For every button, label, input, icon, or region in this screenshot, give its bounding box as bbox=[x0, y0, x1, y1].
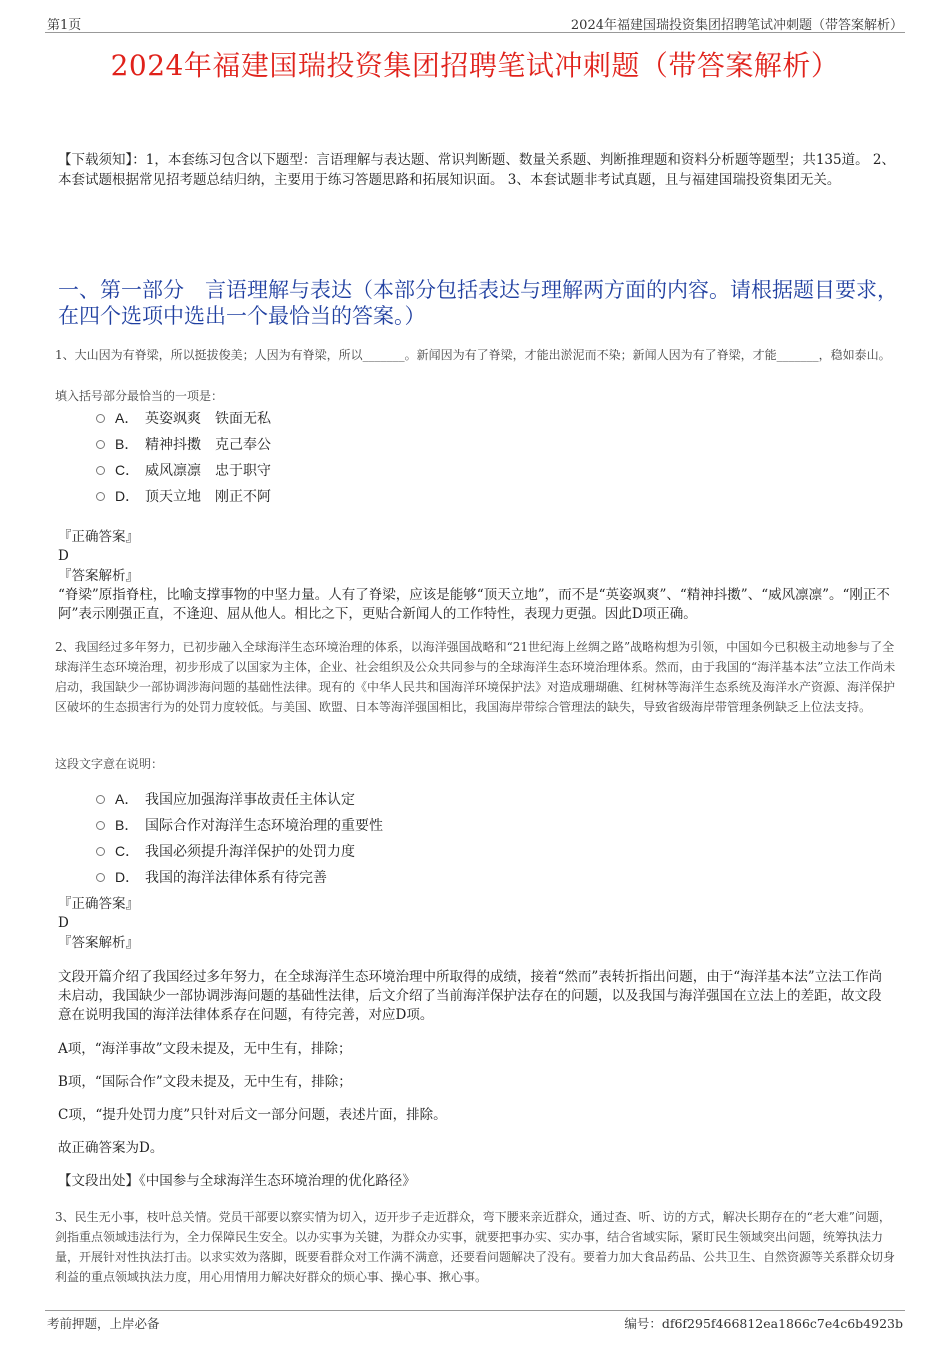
download-notice: 【下载须知】：1，本套练习包含以下题型：言语理解与表达题、常识判断题、数量关系题、判断推理题和资料分析题等题型；共135道。 2、本套试题根据常见招考题总结归纳，主要用于练习答题思路和拓展知识面。 3、本套试题非考试真题，且与福建国瑞投资集团无关。 bbox=[58, 152, 895, 188]
page-number: 第1页 bbox=[47, 18, 82, 33]
section-heading: 一、第一部分 言语理解与表达（本部分包括表达与理解两方面的内容。请根据题目要求，在四个选项中选出一个最恰当的答案。） bbox=[58, 278, 898, 328]
radio-icon[interactable] bbox=[96, 466, 105, 475]
q1-answer-label: 『正确答案』 bbox=[58, 529, 139, 545]
footer-document-id: 编号：df6f295f466812ea1866c7e4c6b4923b bbox=[624, 1316, 903, 1331]
q2-option-d[interactable]: D． 我国的海洋法律体系有待完善 bbox=[96, 866, 327, 888]
header-divider bbox=[45, 32, 905, 33]
footer-divider bbox=[45, 1310, 905, 1311]
q2-analysis-option-b: B项，“国际合作”文段未提及，无中生有，排除； bbox=[58, 1074, 352, 1090]
radio-icon[interactable] bbox=[96, 492, 105, 501]
radio-icon[interactable] bbox=[96, 795, 105, 804]
q1-analysis-label: 『答案解析』 bbox=[58, 568, 139, 584]
header-doc-title: 2024年福建国瑞投资集团招聘笔试冲刺题（带答案解析） bbox=[570, 18, 903, 33]
q1-option-c[interactable]: C． 威风凛凛 忠于职守 bbox=[96, 459, 271, 481]
footer-slogan: 考前押题，上岸必备 bbox=[47, 1316, 160, 1331]
q2-option-c[interactable]: C． 我国必须提升海洋保护的处罚力度 bbox=[96, 840, 355, 862]
question-3-text: 3、民生无小事，枝叶总关情。党员干部要以察实情为切入，迈开步子走近群众，弯下腰来亲近群众，通过查、听、访的方式，解决长期存在的“老大难”问题，剑指重点领域违法行为，全力保障民生安全。以办实事为关键，为群众办实事，就要把事办实、实办事，结合省域实际，紧盯民生领域突出问题，统筹执法力量，开展针对性执法打击。以求实效为落脚，既要看群众对工作满不满意，还要看问题解决了没有。要着力加大食品药品、公共卫生、自然资源等关系群众切身利益的重点领域执法力度，用心用情用力解决好群众的烦心事、操心事、揪心事。 bbox=[55, 1210, 896, 1284]
q2-source: 【文段出处】《中国参与全球海洋生态环境治理的优化路径》 bbox=[58, 1173, 416, 1189]
q2-analysis-option-c: C项，“提升处罚力度”只针对后文一部分问题，表述片面，排除。 bbox=[58, 1107, 447, 1123]
q2-analysis-conclusion: 故正确答案为D。 bbox=[58, 1140, 164, 1156]
radio-icon[interactable] bbox=[96, 847, 105, 856]
q1-option-a[interactable]: A． 英姿飒爽 铁面无私 bbox=[96, 407, 271, 429]
q2-option-a[interactable]: A． 我国应加强海洋事故责任主体认定 bbox=[96, 788, 355, 810]
question-1-text: 1、大山因为有脊梁，所以挺拔俊美；人因为有脊梁，所以_______。新闻因为有了脊梁，才能出淤泥而不染；新闻人因为有了脊梁，才能_______，稳如泰山。 bbox=[55, 348, 891, 362]
q2-analysis-option-a: A项，“海洋事故”文段未提及，无中生有，排除； bbox=[58, 1041, 352, 1057]
radio-icon[interactable] bbox=[96, 440, 105, 449]
q1-answer: D bbox=[58, 548, 69, 564]
document-title: 2024年福建国瑞投资集团招聘笔试冲刺题（带答案解析） bbox=[110, 49, 840, 82]
question-2-prompt: 这段文字意在说明： bbox=[55, 757, 164, 771]
radio-icon[interactable] bbox=[96, 414, 105, 423]
q2-answer: D bbox=[58, 915, 69, 931]
q1-analysis: “脊梁”原指脊柱，比喻支撑事物的中坚力量。人有了脊梁，应该是能够“顶天立地”，而不是“英姿飒爽”、“精神抖擞”、“威风凛凛”。“刚正不阿”表示刚强正直，不逢迎、屈从他人。相比之下，更贴合新闻人的工作特性，表现力更强。因此D项正确。 bbox=[58, 587, 890, 622]
question-2-text: 2、我国经过多年努力，已初步融入全球海洋生态环境治理的体系，以海洋强国战略和“21世纪海上丝绸之路”战略构想为引领，中国如今已积极主动地参与了全球海洋生态环境治理，初步形成了以国家为主体，企业、社会组织及公众共同参与的全球海洋生态环境治理体系。然而，由于我国的“海洋基本法”立法工作尚未启动，我国缺少一部协调涉海问题的基础性法律。现有的《中华人民共和国海洋环境保护法》对造成珊瑚礁、红树林等海洋生态系统及海洋水产资源、海洋保护区破坏的生态损害行为的处罚力度较低。与美国、欧盟、日本等海洋强国相比，我国海岸带综合管理法的缺失，导致省级海岸带管理条例缺乏上位法支持。 bbox=[55, 640, 896, 714]
radio-icon[interactable] bbox=[96, 821, 105, 830]
q2-answer-label: 『正确答案』 bbox=[58, 896, 139, 912]
question-1-prompt: 填入括号部分最恰当的一项是： bbox=[55, 389, 224, 403]
q2-option-b[interactable]: B． 国际合作对海洋生态环境治理的重要性 bbox=[96, 814, 383, 836]
q1-option-d[interactable]: D． 顶天立地 刚正不阿 bbox=[96, 485, 271, 507]
q2-analysis-label: 『答案解析』 bbox=[58, 935, 139, 951]
radio-icon[interactable] bbox=[96, 873, 105, 882]
q1-option-b[interactable]: B． 精神抖擞 克己奉公 bbox=[96, 433, 271, 455]
q2-analysis-paragraph: 文段开篇介绍了我国经过多年努力，在全球海洋生态环境治理中所取得的成绩，接着“然而”表转折指出问题，由于“海洋基本法”立法工作尚未启动，我国缺少一部协调涉海问题的基础性法律，后文介绍了当前海洋保护法存在的问题，以及我国与海洋强国在立法上的差距，故文段意在说明我国的海洋法律体系存在问题，有待完善，对应D项。 bbox=[58, 969, 883, 1023]
